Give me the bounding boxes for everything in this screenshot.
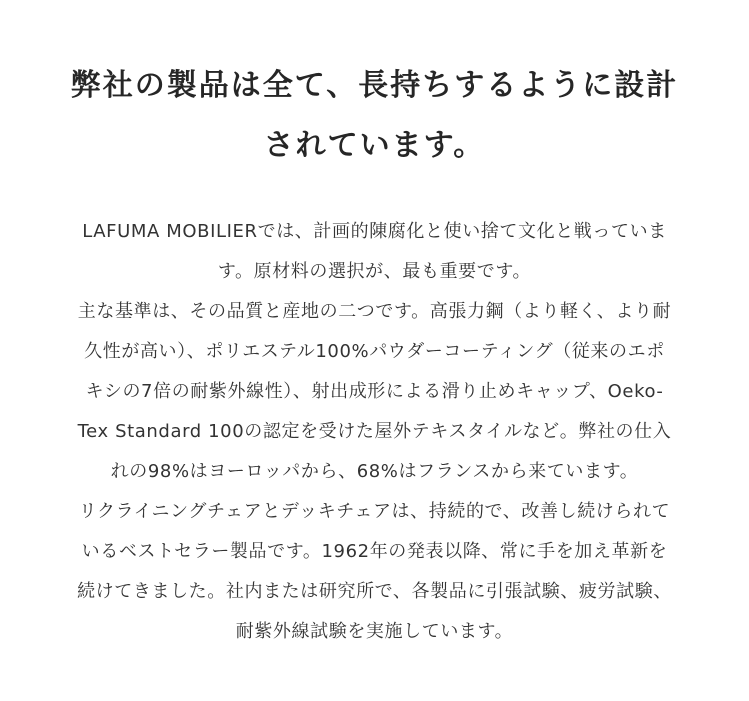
body-text-line: 久性が高い）、ポリエステル100%パウダーコーティング（従来のエポ bbox=[84, 341, 665, 362]
body-text-line: リクライニングチェアとデッキチェアは、持続的で、改善し続けられて bbox=[78, 501, 671, 522]
body-text-line: キシの7倍の耐紫外線性）、射出成形による滑り止めキャップ、Oeko- bbox=[85, 381, 664, 402]
body-text-line: 耐紫外線試験を実施しています。 bbox=[235, 621, 514, 642]
body-text-line: 続けてきました。社内または研究所で、各製品に引張試験、疲労試験、 bbox=[77, 581, 672, 602]
body-text-line: れの98%はヨーロッパから、68%はフランスから来ています。 bbox=[110, 461, 639, 482]
body-text-line: いるベストセラー製品です。1962年の発表以降、常に手を加え革新を bbox=[81, 541, 668, 562]
body-text-line: LAFUMA MOBILIERでは、計画的陳腐化と使い捨て文化と戦っていま bbox=[82, 221, 667, 242]
body-text-line: す。原材料の選択が、最も重要です。 bbox=[217, 261, 532, 282]
body-text-line: 主な基準は、その品質と産地の二つです。高張力鋼（より軽く、より耐 bbox=[77, 301, 672, 322]
body-text-line: Tex Standard 100の認定を受けた屋外テキスタイルなど。弊社の仕入 bbox=[77, 421, 672, 442]
page-title-line-2: されています。 bbox=[263, 128, 486, 163]
page-title-line-1: 弊社の製品は全て、長持ちするように設計 bbox=[70, 68, 679, 103]
